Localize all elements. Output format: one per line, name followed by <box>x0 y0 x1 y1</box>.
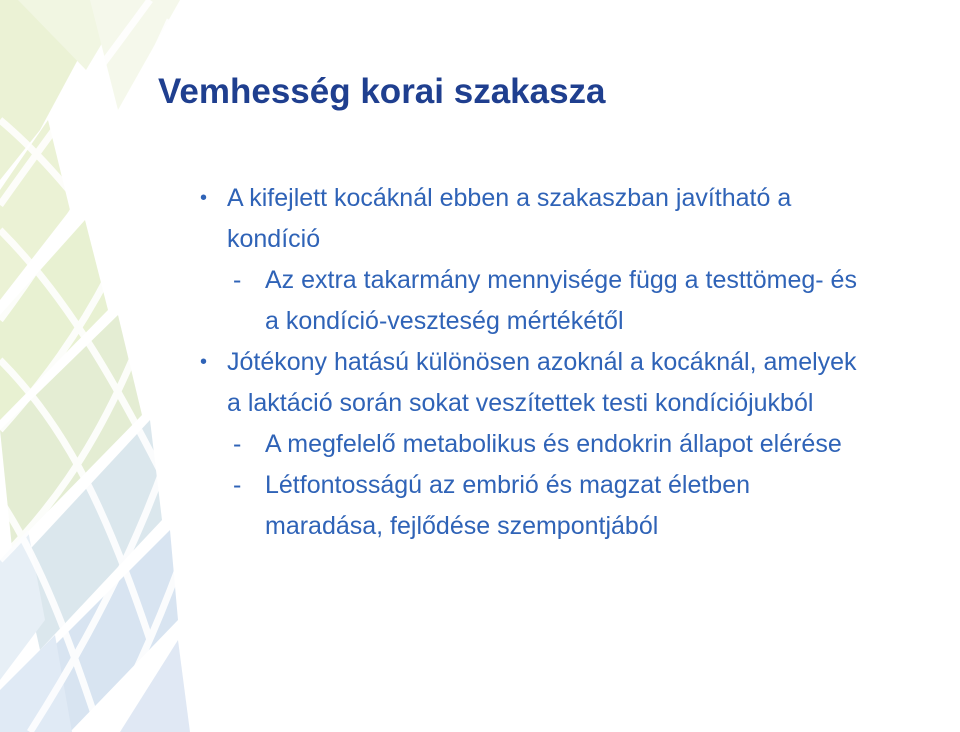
bullet-item-2-text-line-1: Jótékony hatású különösen azoknál a kocáknál, amelyek <box>227 348 857 376</box>
sub-item-1-1-text-line-1: Az extra takarmány mennyisége függ a testtömeg- és <box>265 266 857 294</box>
bullet-item-2-text-line-2: a laktáció során sokat veszítettek testi kondíciójukból <box>227 389 814 417</box>
sub-item-1-1-text-line-2: a kondíció-veszteség mértékétől <box>265 307 624 335</box>
sub-item-1-1-line-1 <box>190 260 960 301</box>
sub-item-2-1-text: A megfelelő metabolikus és endokrin állapot elérése <box>265 430 842 458</box>
bullet-item-1-line-1 <box>190 178 960 219</box>
bullet-item-2-line-2 <box>190 383 960 424</box>
bullet-item-1-text-line-1: A kifejlett kocáknál ebben a szakaszban javítható a <box>227 184 792 212</box>
slide-title: Vemhesség korai szakasza <box>158 72 606 111</box>
bullet-item-1-text-line-2: kondíció <box>227 225 321 253</box>
bullet-icon: • <box>200 351 208 373</box>
sub-item-2-1 <box>190 424 960 465</box>
sub-item-2-2-line-1 <box>190 465 960 506</box>
sub-item-2-2-text-line-2: maradása, fejlődése szempontjából <box>265 512 659 540</box>
bullet-icon: • <box>200 187 208 209</box>
bullet-item-2-line-1 <box>190 342 960 383</box>
dash-marker: - <box>233 471 242 499</box>
sub-item-2-2-text-line-1: Létfontosságú az embrió és magzat életben <box>265 471 751 499</box>
dash-marker: - <box>233 266 242 294</box>
bullet-item-1-line-2 <box>190 219 960 260</box>
slide-content <box>190 178 960 547</box>
sub-item-2-2-line-2 <box>190 506 960 547</box>
dash-marker: - <box>233 430 242 458</box>
sub-item-1-1-line-2 <box>190 301 960 342</box>
